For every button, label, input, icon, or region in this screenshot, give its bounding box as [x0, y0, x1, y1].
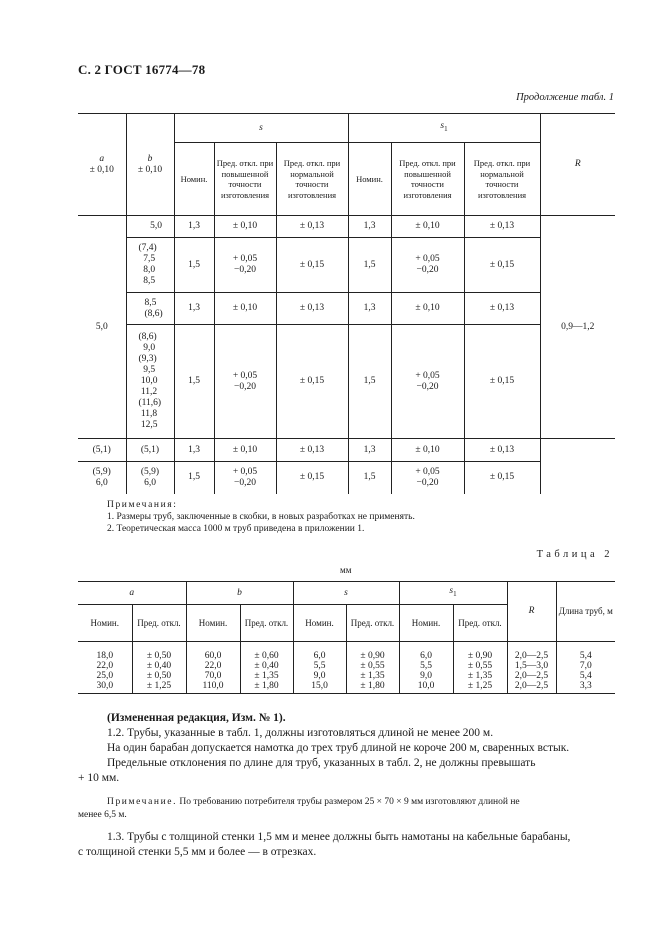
header-s-nomin: Номин. — [174, 143, 214, 216]
length-note: Примечание. По требованию потребителя трубы размером 25 × 70 × 9 мм изготовляют длиной не — [107, 797, 520, 807]
table-row: (7,4) 7,5 8,0 8,5 1,5 + 0,05 −0,20 ± 0,15 1,5 + 0,05 −0,20 ± 0,15 — [78, 238, 615, 293]
paragraph-1-2: 1.2. Трубы, указанные в табл. 1, должны изготовляться длиной не менее 200 м. — [107, 727, 494, 739]
table-row: (5,9) 6,0 (5,9) 6,0 1,5 + 0,05 −0,20 ± 0,15 1,5 + 0,05 −0,20 ± 0,15 — [78, 462, 615, 494]
cell-a-main: 5,0 — [78, 216, 126, 439]
t2-header-length: Длина труб, м — [556, 582, 615, 642]
table-continuation-label: Продолжение табл. 1 — [516, 92, 614, 103]
header-s1: $s_1$ — [348, 114, 540, 143]
paragraph-1-3: 1.3. Трубы с толщиной стенки 1,5 мм и менее должны быть намотаны на кабельные барабаны, — [107, 831, 571, 843]
header-s-pred-norm: Пред. откл. при нормальной точности изготовления — [276, 143, 348, 216]
header-s: s — [174, 114, 348, 143]
header-s1-nomin: Номин. — [348, 143, 391, 216]
header-s1-pred-norm: Пред. откл. при нормальной точности изготовления — [464, 143, 540, 216]
header-R: R — [540, 114, 615, 216]
paragraph-deviation-cont: + 10 мм. — [78, 772, 120, 784]
table-row: 5,0 5,0 1,3 ± 0,10 ± 0,13 1,3 ± 0,10 ± 0,13 0,9—1,2 — [78, 216, 615, 238]
t2-header-a: a — [78, 582, 186, 605]
length-note-cont: менее 6,5 м. — [78, 810, 127, 820]
t2-header-R: R — [507, 582, 556, 642]
page-header: С. 2 ГОСТ 16774—78 — [78, 62, 206, 77]
table-2: a b s $s_1$ R Длина труб, м Номин. Пред. откл. Номин. Пред. откл. Номин. Пред. откл. Номин. Пред. откл. 18,0 ± 0,50 60,0 ± 0,60 6,0 ± 0,90 6,0 ± 0,90 2,0—2,5 5,4 22,0 ± 0,40 22,0 ± 0,40 5,5 ± 0,55 5,5 ± 0,55 1,5—3,0 7,0 25,0 ± 0,50 70,0 ± 1,35 9,0 ± 1,35 9,0 ± 1,35 2,0—2,5 5,4 30,0 ± 1,25 110,0 ± 1,80 15,0 ± 1,80 10,0 ± 1,25 2,0—2,5 3,3 — [78, 581, 615, 694]
table-1 — [78, 113, 615, 494]
header-s-pred-high: Пред. откл. при повышенной точности изготовления — [214, 143, 276, 216]
table-row: 18,0 ± 0,50 60,0 ± 0,60 6,0 ± 0,90 6,0 ± 0,90 2,0—2,5 5,4 — [78, 642, 615, 662]
table-row: 30,0 ± 1,25 110,0 ± 1,80 15,0 ± 1,80 10,0 ± 1,25 2,0—2,5 3,3 — [78, 681, 615, 694]
edition-note: (Измененная редакция, Изм. № 1). — [107, 712, 286, 724]
notes-title: Примечания: — [107, 500, 178, 510]
table-row: 22,0 ± 0,40 22,0 ± 0,40 5,5 ± 0,55 5,5 ± 0,55 1,5—3,0 7,0 — [78, 661, 615, 671]
paragraph-drum: На один барабан допускается намотка до трех труб длиной не короче 200 м, сваренных встык. — [107, 742, 570, 754]
table-2-unit: мм — [340, 565, 352, 575]
table-row: 8,5 (8,6) 1,3 ± 0,10 ± 0,13 1,3 ± 0,10 ± 0,13 — [78, 293, 615, 325]
note-1: 1. Размеры труб, заключенные в скобки, в новых разработках не применять. — [107, 512, 415, 522]
paragraph-deviation: Предельные отклонения по длине для труб, указанных в табл. 2, не должны превышать — [107, 757, 536, 769]
cell-R: 0,9—1,2 — [540, 216, 615, 439]
table-row: (8,6) 9,0 (9,3) 9,5 10,0 11,2 (11,6) 11,8 12,5 1,5 + 0,05 −0,20 ± 0,15 1,5 + 0,05 −0,20 ± 0,15 — [78, 325, 615, 439]
table-row: (5,1) (5,1) 1,3 ± 0,10 ± 0,13 1,3 ± 0,10 ± 0,13 — [78, 439, 615, 462]
t2-header-s: s — [293, 582, 399, 605]
header-s1-pred-high: Пред. откл. при повышенной точности изготовления — [391, 143, 464, 216]
t2-header-s1: $s_1$ — [399, 582, 507, 605]
header-a: а ± 0,10 — [78, 114, 126, 216]
note-2: 2. Теоретическая масса 1000 м труб приведена в приложении 1. — [107, 524, 365, 534]
paragraph-1-3-cont: с толщиной стенки 5,5 мм и более — в отрезках. — [78, 846, 317, 858]
table-row: 25,0 ± 0,50 70,0 ± 1,35 9,0 ± 1,35 9,0 ± 1,35 2,0—2,5 5,4 — [78, 671, 615, 681]
t2-header-b: b — [186, 582, 293, 605]
header-b: b ± 0,10 — [126, 114, 174, 216]
table-2-caption: Таблица 2 — [536, 549, 613, 560]
